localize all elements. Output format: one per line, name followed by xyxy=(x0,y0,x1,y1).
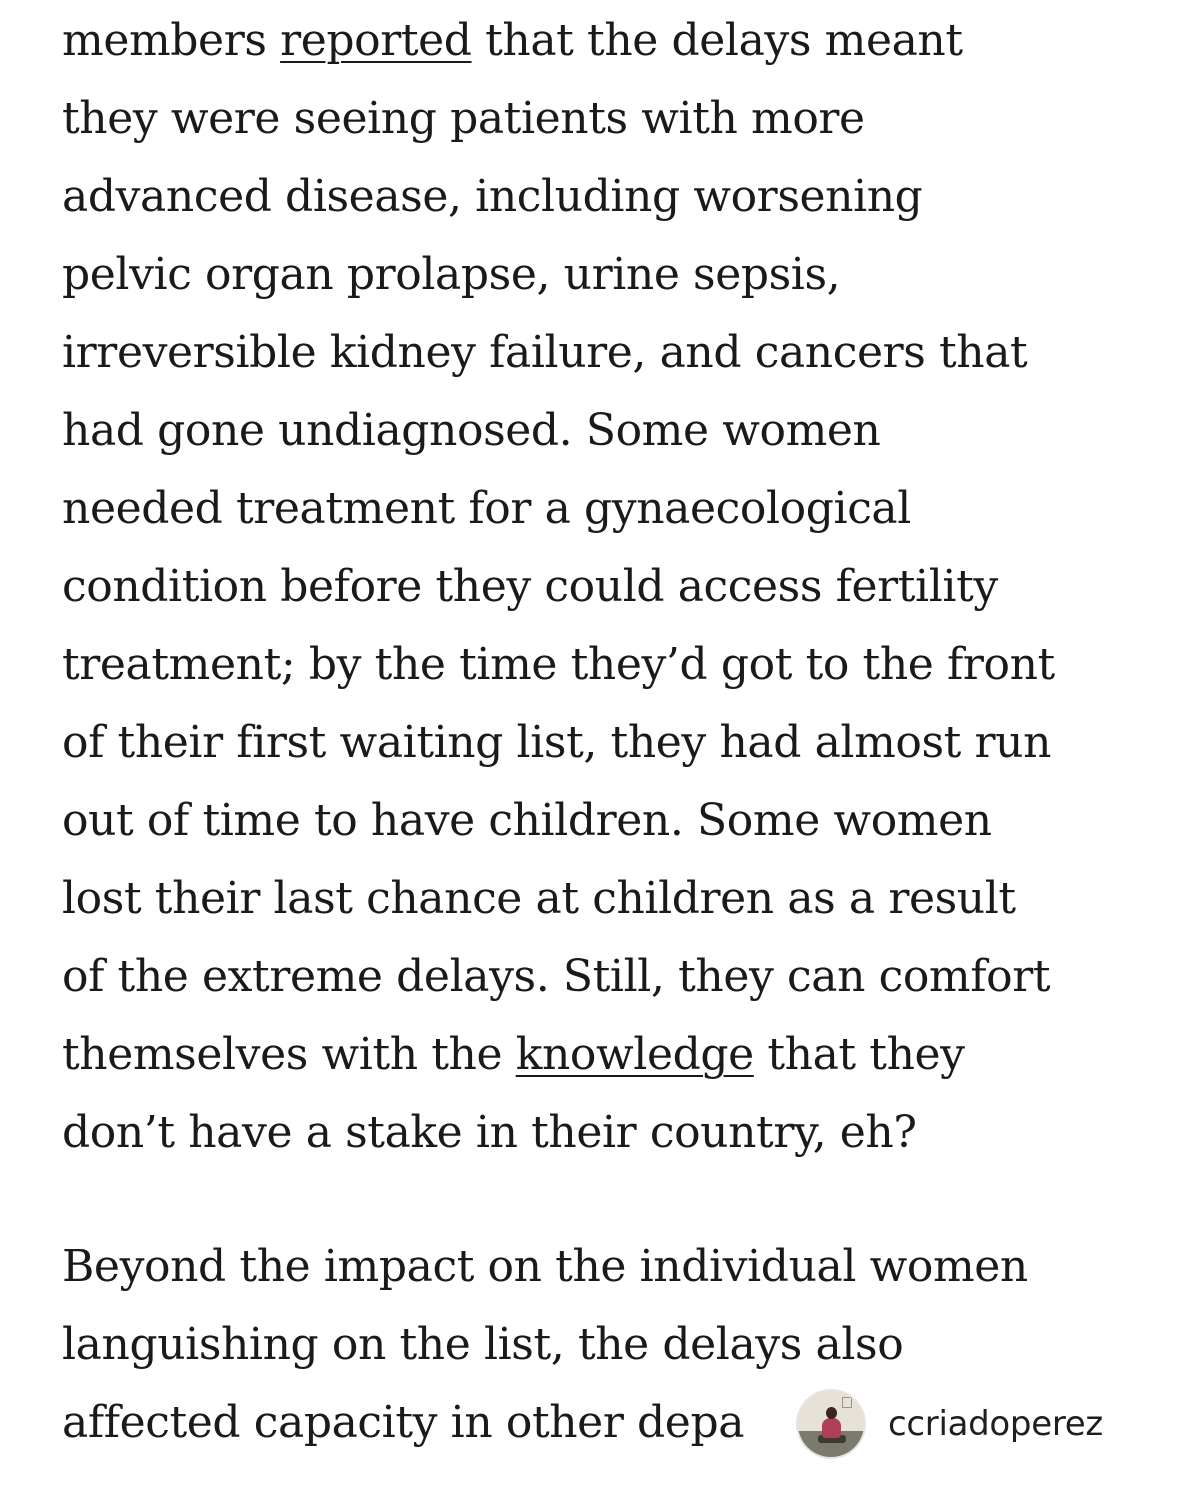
text-line: lost their last chance at children as a result xyxy=(62,873,1016,924)
avatar xyxy=(798,1391,864,1457)
text-line: of their first waiting list, they had almost run xyxy=(62,717,1052,768)
username-handle: ccriadoperez xyxy=(888,1404,1103,1444)
text-line: affected capacity in other depa xyxy=(62,1397,745,1448)
text-line: they were seeing patients with more xyxy=(62,93,865,144)
text-line: out of time to have children. Some women xyxy=(62,795,992,846)
text-segment: that they xyxy=(753,1029,965,1080)
text-line: of the extreme delays. Still, they can comfort xyxy=(62,951,1051,1002)
instagram-watermark xyxy=(790,1386,1115,1462)
reported-link[interactable]: reported xyxy=(280,15,472,66)
text-line: Beyond the impact on the individual women xyxy=(62,1241,1028,1292)
text-line: condition before they could access fertility xyxy=(62,561,998,612)
text-line: pelvic organ prolapse, urine sepsis, xyxy=(62,249,841,300)
text-segment: that the delays meant xyxy=(471,15,963,66)
text-line xyxy=(62,1016,1055,1094)
text-line: irreversible kidney failure, and cancers that xyxy=(62,327,1028,378)
text-line xyxy=(62,2,1055,80)
paragraph-1 xyxy=(62,2,1055,1172)
text-line: languishing on the list, the delays also xyxy=(62,1319,904,1370)
text-line: had gone undiagnosed. Some women xyxy=(62,405,881,456)
text-segment: members xyxy=(62,15,281,66)
text-line: treatment; by the time they’d got to the front xyxy=(62,639,1055,690)
knowledge-link[interactable]: knowledge xyxy=(515,1029,754,1080)
text-line: don’t have a stake in their country, eh? xyxy=(62,1107,917,1158)
text-segment: themselves with the xyxy=(62,1029,516,1080)
text-line: needed treatment for a gynaecological xyxy=(62,483,911,534)
text-line: advanced disease, including worsening xyxy=(62,171,923,222)
